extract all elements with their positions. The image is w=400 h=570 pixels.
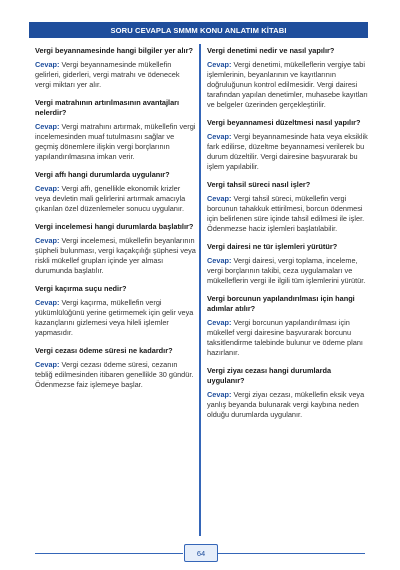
- answer-text: Vergi dairesi, vergi toplama, inceleme, vergi borçlarının takibi, ceza uygulamaları ve mükelleflerin vergi ile ilgili tüm işlemlerini yürütür.: [207, 256, 366, 286]
- answer: [207, 256, 369, 286]
- footer-rule-right: [217, 553, 365, 554]
- answer-label: Cevap:: [207, 318, 232, 328]
- answer-text: Vergi matrahını artırmak, mükellefin vergi incelemesinden muaf tutulmasını sağlar ve geçmiş dönemlere ilişkin vergi borçlarının yapılandırılmasına imkan verir.: [35, 122, 196, 162]
- answer-text: Vergi kaçırma, mükellefin vergi yükümlülüğünü yerine getirmemek için gelir veya kazançlarını gizlemesi veya hileli işlemler yapmasıdır.: [35, 297, 194, 338]
- answer-label: Cevap:: [35, 122, 60, 132]
- answer-text: Vergi affı, genellikle ekonomik krizler veya devletin mali gelirlerini artırmak amacıyla çıkarılan özel düzenlemeler sonucu uygulanır.: [35, 184, 186, 214]
- question: Vergi kaçırma suçu nedir?: [35, 283, 127, 293]
- answer-text: Vergi ziyaı cezası, mükellefin eksik veya yanlış beyanda bulunarak vergi kaybına neden olduğu durumlarda uygulanır.: [207, 390, 365, 420]
- question: Vergi denetimi nedir ve nasıl yapılır?: [207, 46, 335, 55]
- book-title-banner: [29, 22, 368, 38]
- qa-item: [207, 294, 369, 359]
- answer-text: Vergi cezası ödeme süresi, cezanın tebliğ edilmesinden itibaren genellikle 30 gündür. Ödenmezse faiz işlemeye başlar.: [35, 359, 194, 390]
- answer: [35, 122, 197, 162]
- qa-item: [35, 46, 197, 90]
- qa-item: [207, 118, 369, 172]
- footer-rule-left: [35, 553, 183, 554]
- question: Vergi cezası ödeme süresi ne kadardır?: [35, 345, 173, 355]
- book-title: SORU CEVAPLA SMMM KONU ANLATIM KİTABI: [110, 25, 287, 35]
- qa-item: [207, 180, 369, 234]
- answer: [207, 60, 369, 110]
- answer: [35, 298, 197, 338]
- right-column: [207, 46, 369, 428]
- question: Vergi matrahının artırılmasının avantajları nelerdir?: [35, 97, 180, 117]
- answer: [207, 194, 369, 234]
- page-number-badge: [184, 544, 218, 562]
- page-number: 64: [196, 548, 206, 558]
- answer-label: Cevap:: [35, 235, 60, 245]
- answer-label: Cevap:: [35, 359, 60, 369]
- question: Vergi borcunun yapılandırılması için hangi adımlar atılır?: [207, 293, 355, 313]
- answer-label: Cevap:: [207, 132, 232, 142]
- answer-text: Vergi incelemesi, mükellefin beyanlarının şüpheli bulunması, vergi kaçakçılığı şüphesi veya riskli mükellef grupları içinde yer alması durumunda başlatılır.: [35, 235, 196, 276]
- answer-label: Cevap:: [207, 390, 232, 400]
- answer-text: Vergi borcunun yapılandırılması için mükellef vergi dairesine başvurarak borcunu taksitlendirme talebinde bulunur ve ödeme planı hazırlanır.: [207, 318, 363, 358]
- qa-item: [35, 222, 197, 276]
- answer-text: Vergi denetimi, mükelleflerin vergiye tabi işlemlerinin, beyanlarının ve kayıtlarının doğruluğunun kontrol edilmesidir. Vergi dairesi tarafından yapılan denetimler, muhasebe kayıtları ve belgeler üzerinden gerçekleştirilir.: [207, 60, 368, 110]
- answer: [207, 318, 369, 358]
- qa-item: [207, 366, 369, 420]
- answer-label: Cevap:: [35, 184, 60, 194]
- question: Vergi affı hangi durumlarda uygulanır?: [35, 169, 170, 179]
- answer-label: Cevap:: [207, 194, 232, 204]
- answer: [35, 60, 197, 90]
- answer-label: Cevap:: [35, 297, 60, 307]
- answer: [207, 390, 369, 420]
- answer: [35, 360, 197, 390]
- answer-label: Cevap:: [207, 60, 232, 70]
- qa-item: [35, 346, 197, 390]
- question: Vergi beyannamesi düzeltmesi nasıl yapılır?: [207, 118, 361, 128]
- question: Vergi ziyaı cezası hangi durumlarda uygulanır?: [207, 365, 332, 386]
- answer-label: Cevap:: [35, 60, 60, 70]
- question: Vergi tahsil süreci nasıl işler?: [207, 180, 311, 190]
- qa-item: [35, 284, 197, 338]
- answer-label: Cevap:: [207, 256, 232, 266]
- left-column: [35, 46, 197, 398]
- question: Vergi dairesi ne tür işlemleri yürütür?: [207, 242, 338, 251]
- question: Vergi beyannamesinde hangi bilgiler yer alır?: [35, 46, 193, 55]
- answer-text: Vergi beyannamesinde hata veya eksiklik fark edilirse, düzeltme beyannamesi verilerek bu durum düzeltilir. Vergi dairesine başvurarak bu işlem yapılabilir.: [207, 132, 368, 172]
- qa-item: [207, 46, 369, 111]
- answer-text: Vergi tahsil süreci, mükellefin vergi borcunun tahakkuk ettirilmesi, borcun ödenmesi için belirlenen süre içinde tahsil edilmesi ile işler. Ödenmezse haciz işlemleri başlatılabilir.: [207, 194, 365, 234]
- answer: [35, 236, 197, 276]
- column-divider: [199, 44, 201, 536]
- answer-text: Vergi beyannamesinde mükellefin gelirleri, giderleri, vergi matrahı ve ödenecek vergi miktarı yer alır.: [35, 60, 180, 90]
- answer: [35, 184, 197, 214]
- qa-item: [35, 98, 197, 163]
- question: Vergi incelemesi hangi durumlarda başlatılır?: [35, 221, 194, 231]
- qa-item: [35, 170, 197, 214]
- qa-item: [207, 242, 369, 286]
- answer: [207, 132, 369, 172]
